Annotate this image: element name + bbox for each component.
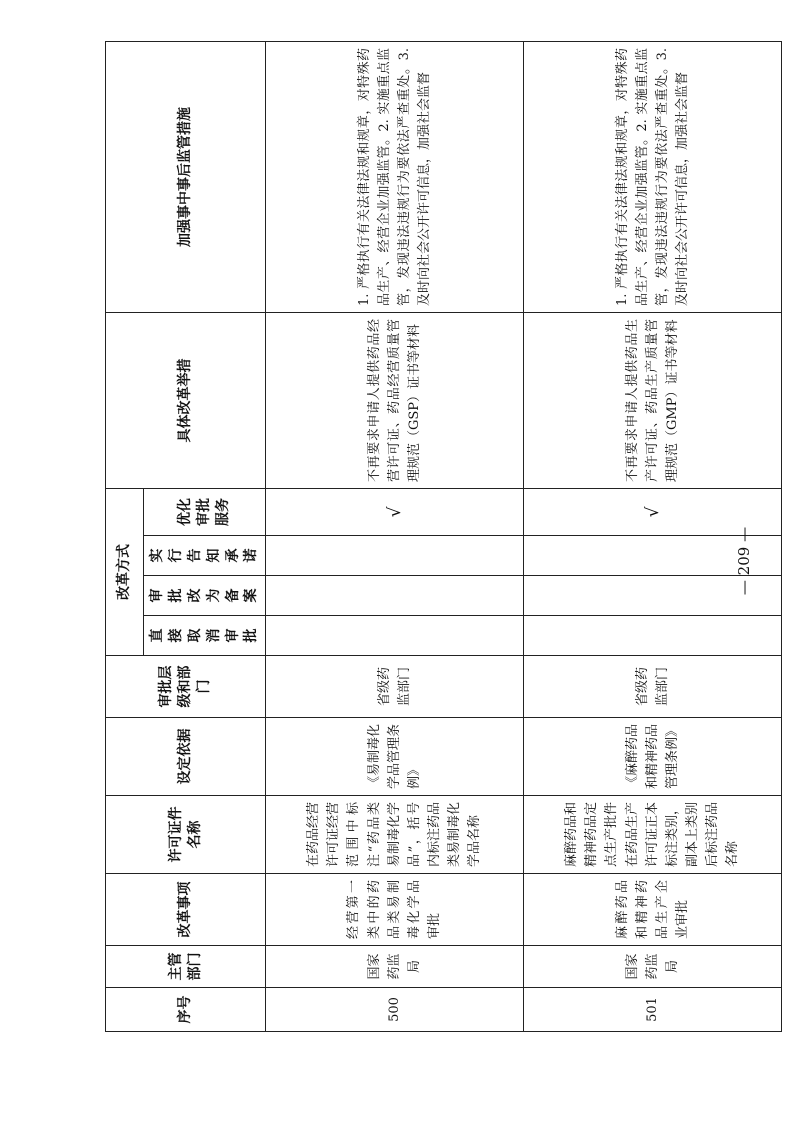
- cell-sub-record: [266, 576, 524, 616]
- table-row: [266, 42, 524, 1032]
- cell-sub-optimize: √: [524, 489, 782, 536]
- cell-sub-cancel: [266, 616, 524, 656]
- header-supervision: 加强事中事后监管措施: [106, 42, 266, 313]
- cell-supervision: 1. 严格执行有关法律法规和规章，对特殊药品生产、经营企业加强监管。2. 实施重点监管，发现违法违规行为要依法严查重处。3. 及时向社会公开许可信息，加强社会监督: [524, 42, 782, 313]
- header-license-name: 许可证件名称: [106, 796, 266, 874]
- header-sub-cancel: 直接取消审批: [144, 616, 266, 656]
- cell-dept: 国家药监局: [266, 946, 524, 988]
- header-dept: 主管部门: [106, 946, 266, 988]
- header-measures: 具体改革举措: [106, 313, 266, 489]
- cell-seq: 501: [524, 988, 782, 1032]
- cell-basis: 《麻醉药品和精神药品管理条例》: [524, 718, 782, 796]
- header-sub-record: 审批改为备案: [144, 576, 266, 616]
- reform-table: [105, 41, 782, 1032]
- cell-basis: 《易制毒化学品管理条例》: [266, 718, 524, 796]
- cell-seq: 500: [266, 988, 524, 1032]
- cell-license-name: 麻醉药品和精神药品定点生产批件在药品生产许可证正本标注类别，副本上类别后标注药品名称: [524, 796, 782, 874]
- header-sub-commit: 实行告知承诺: [144, 536, 266, 576]
- cell-level: 省级药监部门: [524, 656, 782, 718]
- header-reform-mode: 改革方式: [106, 489, 144, 656]
- cell-matter: 经营第一类中的药品类易制毒化学品审批: [266, 874, 524, 946]
- cell-supervision: 1. 严格执行有关法律法规和规章，对特殊药品生产、经营企业加强监管。2. 实施重点监管，发现违法违规行为要依法严查重处。3. 及时向社会公开许可信息，加强社会监督: [266, 42, 524, 313]
- cell-matter: 麻醉药品和精神药品生产企业审批: [524, 874, 782, 946]
- header-matter: 改革事项: [106, 874, 266, 946]
- cell-dept: 国家药监局: [524, 946, 782, 988]
- cell-measures: 不再要求申请人提供药品经营许可证、药品经营质量管理规范（GSP）证书等材料: [266, 313, 524, 489]
- header-level: 审批层级和部门: [106, 656, 266, 718]
- header-sub-optimize: 优化审批服务: [144, 489, 266, 536]
- cell-level: 省级药监部门: [266, 656, 524, 718]
- cell-license-name: 在药品经营许可证经营范围中标注“药品类易制毒化学品”，括号内标注药品类易制毒化学品名称: [266, 796, 524, 874]
- header-row-1: [106, 42, 144, 1032]
- cell-sub-optimize: √: [266, 489, 524, 536]
- cell-measures: 不再要求申请人提供药品生产许可证、药品生产质量管理规范（GMP）证书等材料: [524, 313, 782, 489]
- header-seq: 序号: [106, 988, 266, 1032]
- header-basis: 设定依据: [106, 718, 266, 796]
- cell-sub-commit: [266, 536, 524, 576]
- page-number: — 209 —: [735, 526, 753, 596]
